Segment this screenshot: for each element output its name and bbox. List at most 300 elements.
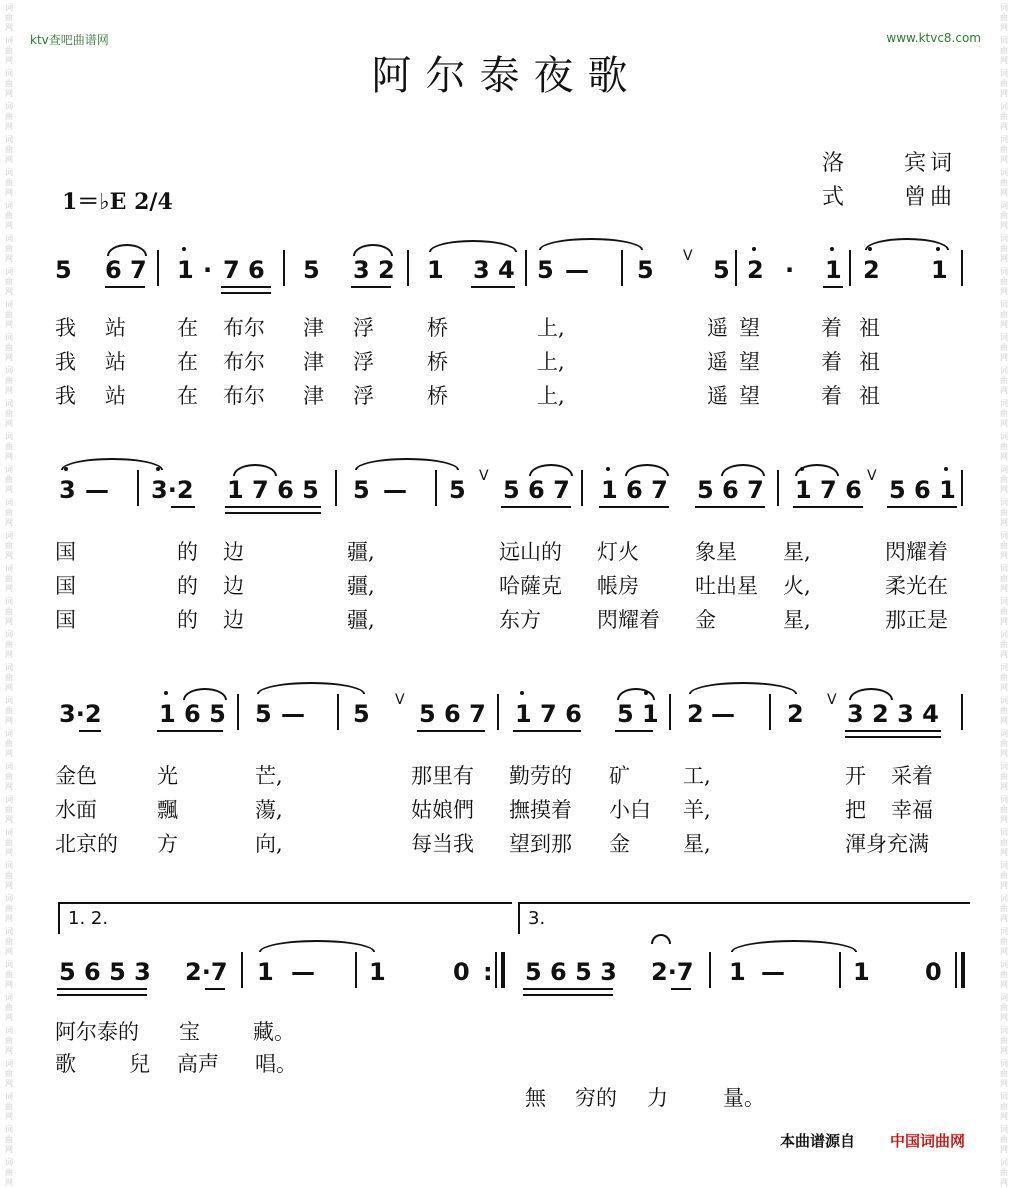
lyric: 在 <box>177 384 198 408</box>
note: 5 6 7 <box>503 476 570 504</box>
watermark-text: 词 曲 网 <box>1000 366 1008 395</box>
note: — <box>281 700 305 728</box>
note: 5 6 7 <box>419 700 486 728</box>
watermark-text: 词 曲 网 <box>1000 1158 1008 1187</box>
lyric: 小白 <box>609 798 651 822</box>
lyric: 飄 <box>157 798 178 822</box>
note: 3 2 <box>353 256 395 284</box>
lyric: 勤劳的 <box>509 764 572 788</box>
note: 1 7 6 5 <box>227 476 319 504</box>
lyric: 唱。 <box>255 1052 297 1076</box>
watermark-text: 词 曲 网 <box>5 498 13 527</box>
barline <box>669 694 671 730</box>
lyricist-label: 宾词 <box>904 151 957 176</box>
note: 1 7 6 <box>515 700 582 728</box>
underline <box>221 286 271 288</box>
note: 2 <box>863 256 880 284</box>
lyric: 幸福 <box>891 798 933 822</box>
note: 1 <box>853 958 870 986</box>
tie <box>539 238 643 250</box>
composer-credit <box>822 180 956 211</box>
slur <box>107 244 147 256</box>
watermark-text: 词 曲 网 <box>5 3 13 32</box>
note: 0 <box>925 958 942 986</box>
note: 5 1 <box>617 700 659 728</box>
lyric: 蕩, <box>255 798 283 822</box>
note: 1 7 6 <box>795 476 862 504</box>
watermark-text: 词 曲 网 <box>5 102 13 131</box>
watermark-text: 词 曲 网 <box>1000 663 1008 692</box>
octave-dot <box>520 691 524 695</box>
lyric: 浮 <box>353 384 374 408</box>
note: — <box>291 958 315 986</box>
lyric: 国 <box>55 540 76 564</box>
watermark-text: 词 曲 网 <box>5 432 13 461</box>
watermark-text: 词 曲 网 <box>5 300 13 329</box>
lyric: 站 <box>105 350 126 374</box>
notation-row-3 <box>55 694 970 734</box>
watermark-text: 词 曲 网 <box>5 333 13 362</box>
volta-bracket-1 <box>58 902 512 934</box>
octave-dot <box>944 467 948 471</box>
watermark-text: 词 曲 网 <box>5 564 13 593</box>
barline <box>769 694 771 730</box>
note: 1 <box>369 958 386 986</box>
watermark-text: 词 曲 网 <box>1000 432 1008 461</box>
octave-dot <box>606 467 610 471</box>
barline <box>961 694 963 730</box>
lyric: 金 <box>695 608 716 632</box>
lyric: 柔光在 <box>885 574 948 598</box>
underline <box>523 988 613 990</box>
lyric: 那正是 <box>885 608 948 632</box>
underline <box>823 286 843 288</box>
watermark-text: 词 曲 网 <box>1000 465 1008 494</box>
lyric: 布尔 <box>223 350 265 374</box>
slur <box>617 688 655 700</box>
lyric: 的 <box>177 540 198 564</box>
lyric: 望 <box>739 384 760 408</box>
watermark-text: 词 曲 网 <box>5 366 13 395</box>
watermark-text: 词 曲 网 <box>1000 993 1008 1022</box>
lyric: 东方 <box>499 608 541 632</box>
lyric: 国 <box>55 608 76 632</box>
watermark-text: 词 曲 网 <box>1000 1092 1008 1121</box>
barline <box>241 952 243 988</box>
note: 5 <box>353 476 370 504</box>
lyric: 的 <box>177 574 198 598</box>
watermark-text: 词 曲 网 <box>5 1059 13 1088</box>
barline <box>157 250 159 286</box>
lyric: 上, <box>537 350 565 374</box>
lyric: 边 <box>223 574 244 598</box>
underline <box>79 730 101 732</box>
breath-mark: V <box>395 692 405 708</box>
underline <box>105 286 145 288</box>
lyric: 無 <box>525 1086 546 1110</box>
lyric: 我 <box>55 350 76 374</box>
watermark-text: 词 曲 网 <box>1000 795 1008 824</box>
note: 5 <box>55 256 72 284</box>
watermark-text: 词 曲 网 <box>1000 69 1008 98</box>
lyric: 祖 <box>859 316 880 340</box>
lyric-line-2-3 <box>55 604 970 634</box>
barline <box>709 952 711 988</box>
note: — <box>711 700 735 728</box>
watermark-text: 词 曲 网 <box>1000 300 1008 329</box>
lyric: 采着 <box>891 764 933 788</box>
octave-dot <box>936 247 940 251</box>
lyric: 光 <box>157 764 178 788</box>
lyric: 那里有 <box>411 764 474 788</box>
lyric-line-4-2 <box>55 1048 970 1078</box>
source-site-link[interactable]: 中国词曲网 <box>890 1132 966 1150</box>
lyric: 浮 <box>353 316 374 340</box>
slur <box>429 240 517 252</box>
lyric: 上, <box>537 316 565 340</box>
site-url-right[interactable]: www.ktvc8.com <box>886 31 981 45</box>
note: 5 <box>713 256 730 284</box>
underline <box>615 730 653 732</box>
watermark-text: 词 曲 网 <box>1000 1125 1008 1154</box>
lyric: 向, <box>255 832 283 856</box>
lyric: 的 <box>177 608 198 632</box>
watermark-text: 词 曲 网 <box>1000 36 1008 65</box>
lyric: 津 <box>303 384 324 408</box>
lyric: 火, <box>783 574 811 598</box>
watermark-text: 词 曲 网 <box>1000 267 1008 296</box>
tie <box>257 682 365 694</box>
watermark-text: 词 曲 网 <box>5 234 13 263</box>
lyric: 站 <box>105 316 126 340</box>
note: 2·7 <box>185 958 228 986</box>
lyric: 水面 <box>55 798 97 822</box>
watermark-text: 词 曲 网 <box>5 795 13 824</box>
watermark-text: 词 曲 网 <box>1000 597 1008 626</box>
watermark-text: 词 曲 网 <box>5 1125 13 1154</box>
lyric: 边 <box>223 608 244 632</box>
lyric: 疆, <box>347 608 375 632</box>
octave-dot <box>164 691 168 695</box>
lyric: 遥 <box>707 316 728 340</box>
note: 2 <box>747 256 764 284</box>
note: 5 <box>255 700 272 728</box>
note: 5 <box>449 476 466 504</box>
watermark-text: 词 曲 网 <box>5 465 13 494</box>
barline <box>961 250 963 286</box>
underline <box>845 730 941 732</box>
lyric: 量。 <box>723 1086 765 1110</box>
underline <box>157 730 223 732</box>
note: · <box>785 256 795 284</box>
watermark-text: 词 曲 网 <box>5 762 13 791</box>
underline <box>671 988 691 990</box>
lyric: 閃耀着 <box>885 540 948 564</box>
lyric: 遥 <box>707 350 728 374</box>
note: 0 <box>453 958 470 986</box>
watermark-text: 词 曲 网 <box>5 36 13 65</box>
watermark-text: 词 曲 网 <box>5 399 13 428</box>
barline <box>283 250 285 286</box>
tie <box>731 940 857 952</box>
notation-row-2 <box>55 470 970 510</box>
lyric: 撫摸着 <box>509 798 572 822</box>
lyric: 帳房 <box>597 574 639 598</box>
barline <box>849 250 851 286</box>
volta-label: 3. <box>528 908 546 929</box>
repeat-sign: : <box>483 958 493 986</box>
barline <box>961 470 963 506</box>
lyric: 星, <box>783 540 811 564</box>
underline <box>225 506 321 508</box>
lyric: 我 <box>55 316 76 340</box>
repeat-barline <box>501 952 505 988</box>
lyric-line-1-2 <box>55 346 970 376</box>
note: 1 <box>729 958 746 986</box>
watermark-text: 词 曲 网 <box>1000 894 1008 923</box>
lyric-line-1-3 <box>55 380 970 410</box>
lyric-line-1-1 <box>55 312 970 342</box>
lyric-line-2-2 <box>55 570 970 600</box>
underline <box>221 292 271 294</box>
lyricist-credit <box>822 146 956 177</box>
note: 1 <box>257 958 274 986</box>
watermark-text: 词 曲 网 <box>5 168 13 197</box>
tie <box>355 458 459 470</box>
watermark-text: 词 曲 网 <box>1000 729 1008 758</box>
lyric: 浮 <box>353 350 374 374</box>
volta-label: 1. 2. <box>68 908 109 929</box>
note: 3 4 <box>473 256 515 284</box>
source-label: 本曲谱源自 <box>780 1132 856 1150</box>
octave-dot <box>156 467 160 471</box>
barline <box>407 250 409 286</box>
note: 5 <box>303 256 320 284</box>
note: 5 6 5 3 <box>525 958 617 986</box>
lyric: 芒, <box>255 764 283 788</box>
lyric: 望到那 <box>509 832 572 856</box>
watermark-text: 词 曲 网 <box>1000 3 1008 32</box>
note: 7 6 <box>223 256 265 284</box>
watermark-text: 词 曲 网 <box>1000 234 1008 263</box>
watermark-text: 词 曲 网 <box>1000 102 1008 131</box>
watermark-text: 词 曲 网 <box>5 828 13 857</box>
breath-mark: V <box>867 468 877 484</box>
tie <box>259 940 375 952</box>
note: 1 6 5 <box>159 700 226 728</box>
lyric: 开 <box>845 764 866 788</box>
watermark-text: 词 曲 网 <box>5 1092 13 1121</box>
note: — <box>85 476 109 504</box>
note: 3 2 3 4 <box>847 700 939 728</box>
barline <box>337 694 339 730</box>
note: 1 <box>825 256 842 284</box>
key-signature: 1＝♭E 2/4 <box>62 189 173 215</box>
lyric: 穷的 <box>575 1086 617 1110</box>
watermark-text: 词 曲 网 <box>5 696 13 725</box>
lyric: 着 <box>821 316 842 340</box>
underline <box>417 730 485 732</box>
watermark-text: 词 曲 网 <box>5 861 13 890</box>
lyric: 羊, <box>683 798 711 822</box>
lyric: 閃耀着 <box>597 608 660 632</box>
note: 3·2 <box>59 700 102 728</box>
lyric: 在 <box>177 316 198 340</box>
lyric: 津 <box>303 316 324 340</box>
watermark-text: 词 曲 网 <box>5 927 13 956</box>
lyric: 祖 <box>859 384 880 408</box>
slur <box>183 688 227 700</box>
barline <box>355 952 357 988</box>
song-title: 阿尔泰夜歌 <box>371 53 642 99</box>
watermark-text: 词 曲 网 <box>5 267 13 296</box>
watermark-text: 词 曲 网 <box>1000 1026 1008 1055</box>
lyric: 着 <box>821 384 842 408</box>
note: — <box>565 256 589 284</box>
lyric: 藏。 <box>253 1020 295 1044</box>
watermark-text: 词 曲 网 <box>5 531 13 560</box>
octave-dot <box>830 247 834 251</box>
underline <box>225 512 321 514</box>
lyric: 布尔 <box>223 316 265 340</box>
note: 3·2 <box>151 476 194 504</box>
lyric: 站 <box>105 384 126 408</box>
lyric-line-3-1 <box>55 760 970 790</box>
lyric: 望 <box>739 350 760 374</box>
underline <box>599 506 669 508</box>
lyric: 桥 <box>427 316 448 340</box>
lyric-line-2-1 <box>55 536 970 566</box>
note: — <box>383 476 407 504</box>
lyric: 疆, <box>347 574 375 598</box>
lyric: 祖 <box>859 350 880 374</box>
lyric: 上, <box>537 384 565 408</box>
watermark-text: 词 曲 网 <box>1000 333 1008 362</box>
lyric: 歌 <box>55 1052 76 1076</box>
watermark-text: 词 曲 网 <box>1000 762 1008 791</box>
slur <box>795 464 839 476</box>
underline <box>57 994 147 996</box>
slur <box>721 464 765 476</box>
lyric: 布尔 <box>223 384 265 408</box>
lyric: 矿 <box>609 764 630 788</box>
barline <box>495 952 497 988</box>
watermark-text: 词 曲 网 <box>5 201 13 230</box>
lyric: 望 <box>739 316 760 340</box>
lyric: 把 <box>845 798 866 822</box>
watermark-text: 词 曲 网 <box>1000 564 1008 593</box>
watermark-text: 词 曲 网 <box>1000 399 1008 428</box>
lyric: 渾身充满 <box>845 832 929 856</box>
note: 5 6 1 <box>889 476 956 504</box>
underline <box>205 988 225 990</box>
lyric: 边 <box>223 540 244 564</box>
watermark-text: 词 曲 网 <box>1000 498 1008 527</box>
breath-mark: V <box>827 692 837 708</box>
watermark-text: 词 曲 网 <box>5 993 13 1022</box>
watermark-strip-left <box>0 0 18 1187</box>
lyric: 吐出星 <box>695 574 758 598</box>
note: 1 6 7 <box>601 476 668 504</box>
lyric: 高声 <box>177 1052 219 1076</box>
tie <box>689 682 797 694</box>
lyric-line-4-3 <box>55 1082 970 1112</box>
watermark-strip-right <box>995 0 1013 1187</box>
note: 5 6 7 <box>697 476 764 504</box>
note: 1 <box>931 256 948 284</box>
watermark-text: 词 曲 网 <box>5 960 13 989</box>
composer-name: 式 <box>822 185 849 210</box>
note: — <box>761 958 785 986</box>
note: 2 <box>787 700 804 728</box>
underline <box>793 506 863 508</box>
slur <box>529 464 573 476</box>
lyric-line-4-1 <box>55 1016 970 1046</box>
barline <box>335 470 337 506</box>
watermark-text: 词 曲 网 <box>5 69 13 98</box>
composer-label: 曾曲 <box>904 185 957 210</box>
note: 1 <box>427 256 444 284</box>
lyric: 星, <box>683 832 711 856</box>
lyric: 北京的 <box>55 832 118 856</box>
underline <box>171 506 195 508</box>
underline <box>695 506 765 508</box>
notation-row-4 <box>55 952 970 992</box>
barline <box>137 470 139 506</box>
lyric: 着 <box>821 350 842 374</box>
lyric: 方 <box>157 832 178 856</box>
lyric-line-3-3 <box>55 828 970 858</box>
underline <box>57 988 147 990</box>
note: 1 <box>177 256 194 284</box>
note: 5 <box>637 256 654 284</box>
watermark-text: 词 曲 网 <box>1000 927 1008 956</box>
barline <box>777 470 779 506</box>
barline <box>839 952 841 988</box>
note: 2 <box>687 700 704 728</box>
watermark-text: 词 曲 网 <box>1000 1059 1008 1088</box>
lyric: 金色 <box>55 764 97 788</box>
slur <box>849 688 893 700</box>
lyric: 我 <box>55 384 76 408</box>
tie <box>61 458 163 470</box>
lyric-line-3-2 <box>55 794 970 824</box>
slur <box>233 464 277 476</box>
watermark-text: 词 曲 网 <box>5 894 13 923</box>
watermark-text: 词 曲 网 <box>5 630 13 659</box>
underline <box>513 730 581 732</box>
underline <box>887 506 957 508</box>
watermark-text: 词 曲 网 <box>1000 960 1008 989</box>
lyric: 每当我 <box>411 832 474 856</box>
breath-mark: V <box>479 468 489 484</box>
lyric: 象星 <box>695 540 737 564</box>
watermark-text: 词 曲 网 <box>1000 531 1008 560</box>
watermark-text: 词 曲 网 <box>1000 135 1008 164</box>
barline <box>237 694 239 730</box>
lyric: 遥 <box>707 384 728 408</box>
note: 2·7 <box>651 958 694 986</box>
barline <box>435 470 437 506</box>
watermark-text: 词 曲 网 <box>5 729 13 758</box>
lyric: 灯火 <box>597 540 639 564</box>
lyric: 兒 <box>129 1052 150 1076</box>
site-name-left[interactable]: ktv查吧曲谱网 <box>30 33 109 47</box>
lyric: 工, <box>683 764 711 788</box>
underline <box>501 506 571 508</box>
lyric: 阿尔泰的 <box>55 1020 139 1044</box>
final-barline <box>961 952 965 988</box>
